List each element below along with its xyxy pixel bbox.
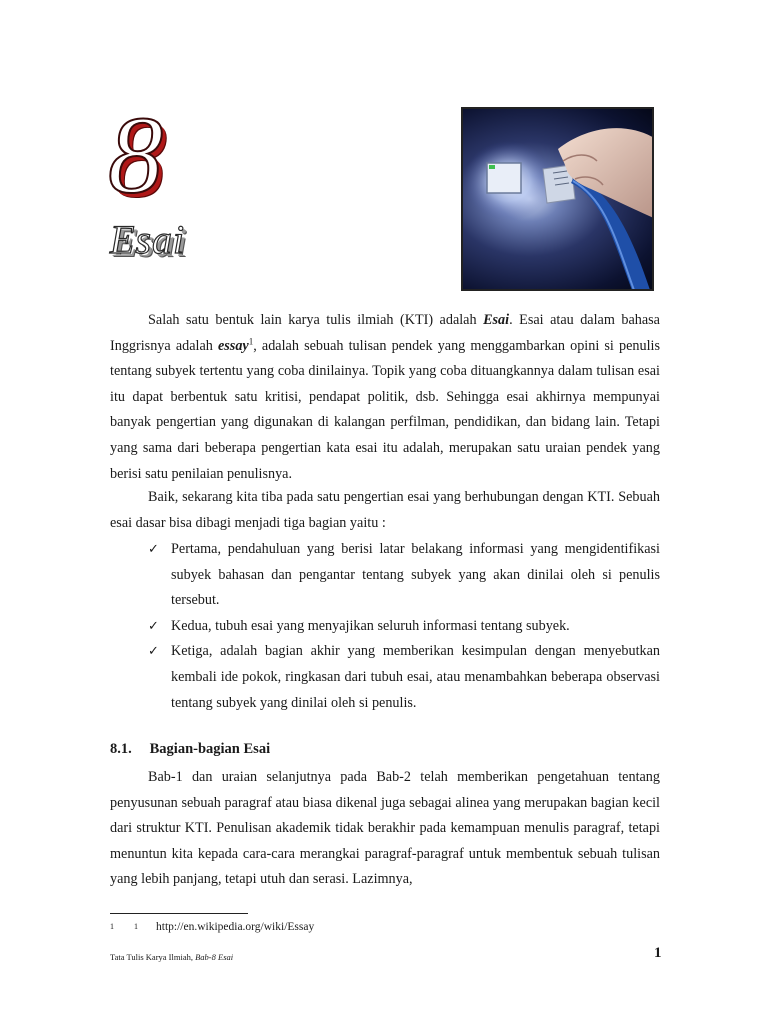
section-title: Bagian-bagian Esai: [149, 741, 271, 757]
page-number: 1: [654, 945, 662, 961]
chapter-photo: [461, 107, 654, 291]
chapter-number: 8: [108, 94, 163, 216]
term-esai: Esai: [483, 312, 510, 328]
list-item: [148, 639, 660, 716]
checkmark-icon: ✓: [148, 618, 159, 634]
checkmark-icon: ✓: [148, 644, 159, 660]
section-paragraph: [110, 765, 660, 893]
footnote-ref[interactable]: 1: [248, 335, 254, 346]
footnote-marker: 1: [110, 922, 114, 931]
footer-chapter: Bab-8 Esai: [195, 952, 234, 962]
running-footer: [110, 951, 233, 963]
intro-text-b: . Esai atau dalam bahasa Inggrisnya adalah: [110, 312, 660, 354]
footnote-marker-2: 1: [134, 922, 138, 931]
list-item: [148, 537, 660, 614]
term-essay: essay: [217, 337, 249, 354]
chapter-title: Esai: [110, 217, 186, 262]
intro-text-a: Salah satu bentuk lain karya tulis ilmiah (KTI) adalah: [148, 312, 484, 328]
footnote-divider: [110, 913, 248, 914]
list-item-text: Pertama, pendahuluan yang berisi latar belakang informasi yang mengidentifikasi subyek bahasan dan pengantar tentang subyek yang akan dinilai oleh si penulis tersebut.: [171, 541, 660, 609]
intro-paragraph-1: [110, 308, 660, 487]
list-item-text: Ketiga, adalah bagian akhir yang memberikan kesimpulan dengan menyebutkan kembali ide pokok, ringkasan dari tubuh esai, atau menambahkan beberapa observasi tentang subyek yang dinilai oleh si penulis.: [171, 643, 660, 711]
footnote-link[interactable]: http://en.wikipedia.org/wiki/Essay: [156, 921, 315, 933]
checkmark-icon: ✓: [148, 542, 159, 557]
section-heading: [110, 738, 270, 760]
section-number: 8.1.: [110, 741, 132, 757]
essay-parts-list: [148, 537, 660, 716]
footer-book-title: Tata Tulis Karya Ilmiah,: [110, 952, 196, 962]
intro-text-c: , adalah sebuah tulisan pendek yang menggambarkan opini si penulis tentang subyek tertentu yang coba dinilainya. Topik yang coba dituangkannya dalam tulisan esai itu dapat berbentuk satu kritisi, pendapat politik, dsb. Sehingga esai akhirnya mempunyai banyak pengertian yang digunakan di kalangan perfilman, pendidikan, dan bidang lain. Tetapi yang sama dari beberapa pengertian kata esai itu adalah, merupakan satu uraian pendek yang berisi satu penilaian penulisnya.: [110, 337, 660, 482]
list-item-text: Kedua, tubuh esai yang menyajikan seluruh informasi tentang subyek.: [171, 617, 570, 634]
intro-paragraph-2-text: Baik, sekarang kita tiba pada satu pengertian esai yang berhubungan dengan KTI. Sebuah esai dasar bisa dibagi menjadi tiga bagian yaitu :: [110, 489, 660, 531]
list-item: [148, 614, 660, 640]
section-paragraph-text: Bab-1 dan uraian selanjutnya pada Bab-2 telah memberikan pengetahuan tentang penyusunan sebuah paragraf atau biasa dikenal juga sebagai alinea yang merupakan bagian kecil dari struktur KTI. Penulisan akademik tidak berakhir pada kemampuan menulis paragraf, tetapi menuntun kita kepada cara-cara merangkai paragraf-paragraf untuk membentuk sebuah tulisan yang lebih panjang, tetapi utuh dan serasi. Lazimnya,: [110, 769, 660, 888]
intro-paragraph-2: [110, 485, 660, 536]
network-cable-illustration: [463, 109, 654, 291]
footnote: [110, 919, 314, 935]
